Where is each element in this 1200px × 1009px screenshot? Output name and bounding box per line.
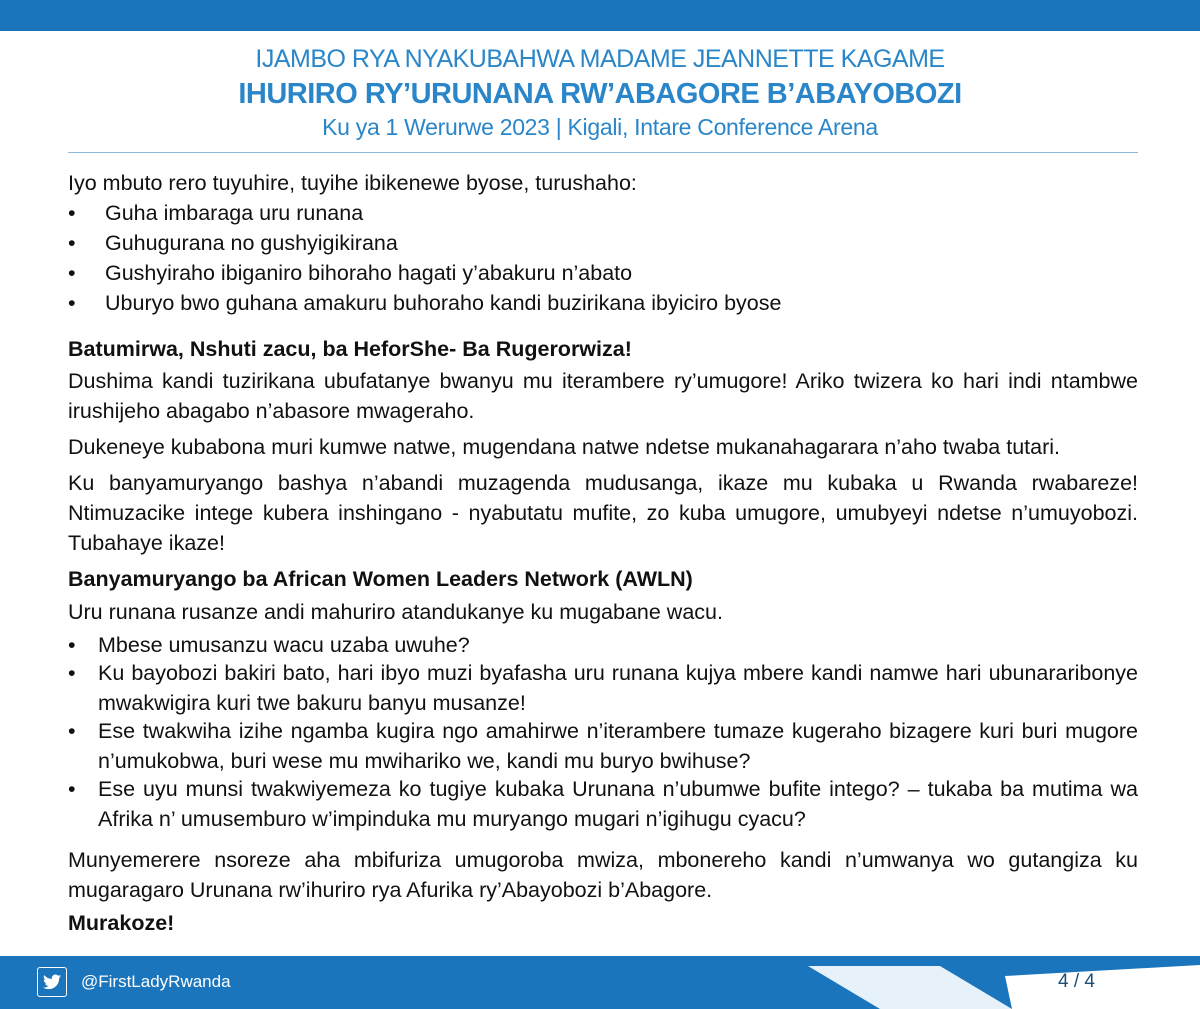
bullet-icon: • xyxy=(68,201,76,225)
intro-paragraph: Iyo mbuto rero tuyuhire, tuyihe ibikenewe byose, turushaho: xyxy=(68,171,637,195)
paragraph: Dukeneye kubabona muri kumwe natwe, mugendana natwe ndetse mukanahagarara n’aho twaba tutari. xyxy=(68,435,1061,459)
list-item-text: Mbese umusanzu wacu uzaba uwuhe? xyxy=(98,633,470,657)
list-item-text: Uburyo bwo guhana amakuru buhoraho kandi buzirikana ibyiciro byose xyxy=(105,291,782,315)
top-banner xyxy=(0,0,1200,31)
bullet-icon: • xyxy=(68,777,76,801)
bullet-icon: • xyxy=(68,291,76,315)
section-heading: Batumirwa, Nshuti zacu, ba HeforShe- Ba Rugerorwiza! xyxy=(68,337,632,361)
event-date-location: Ku ya 1 Werurwe 2023 | Kigali, Intare Conference Arena xyxy=(322,114,878,140)
bullet-icon: • xyxy=(68,719,76,743)
speech-body xyxy=(68,168,1138,938)
footer-bar xyxy=(0,956,1200,1009)
document-header xyxy=(0,44,1200,141)
closing-thanks: Murakoze! xyxy=(68,911,175,935)
list-item-text: Ese twakwiha izihe ngamba kugira ngo amahirwe n’iterambere tumaze kugeraho bizagere kuri buri mugore n’umukobwa, buri wese mu mwihariko we, kandi mu buryo bwihuse? xyxy=(98,719,1138,773)
list-item-text: Gushyiraho ibiganiro bihoraho hagati y’abakuru n’abato xyxy=(105,261,633,285)
list-item xyxy=(68,630,1138,660)
list-item xyxy=(68,198,1138,228)
list-item-text: Guha imbaraga uru runana xyxy=(105,201,364,225)
bullet-icon: • xyxy=(68,261,76,285)
twitter-handle[interactable]: @FirstLadyRwanda xyxy=(81,972,231,991)
section-heading: Banyamuryango ba African Women Leaders Network (AWLN) xyxy=(68,567,693,591)
bullet-icon: • xyxy=(68,633,76,657)
paragraph: Uru runana rusanze andi mahuriro atandukanye ku mugabane wacu. xyxy=(68,600,723,624)
list-item-text: Ku bayobozi bakiri bato, hari ibyo muzi byafasha uru runana kujya mbere kandi namwe hari ubunararibonye mwakwigira kuri twe bakuru banyu musanze! xyxy=(98,661,1138,715)
bullet-icon: • xyxy=(68,231,76,255)
bullet-icon: • xyxy=(68,661,76,685)
event-title: IHURIRO RY’URUNANA RW’ABAGORE B’ABAYOBOZI xyxy=(238,78,962,110)
list-item xyxy=(68,288,1138,318)
list-item xyxy=(68,228,1138,258)
closing-paragraph: Munyemerere nsoreze aha mbifuriza umugoroba mwiza, mbonereho kandi n’umwanya wo gutangiza ku mugaragaro Urunana rw’ihuriro rya Afurika ry’Abayobozi b’Abagore. xyxy=(68,848,1138,902)
goals-list xyxy=(68,198,1138,318)
list-item-text: Guhugurana no gushyigikirana xyxy=(105,231,398,255)
twitter-icon[interactable] xyxy=(37,967,67,997)
paragraph: Ku banyamuryango bashya n’abandi muzagenda mudusanga, ikaze mu kubaka u Rwanda rwabareze! Ntimuzacike intege kubera inshingano - nyabutatu mufite, zo kuba umugore, umubyeyi ndetse n’umuyobozi. Tubahaye ikaze! xyxy=(68,471,1138,555)
speech-title: IJAMBO RYA NYAKUBAHWA MADAME JEANNETTE KAGAME xyxy=(255,45,945,73)
paragraph: Dushima kandi tuzirikana ubufatanye bwanyu mu iterambere ry’umugore! Ariko twizera ko hari indi ntambwe irushijeho abagabo n’abasore mwageraho. xyxy=(68,369,1138,423)
questions-list xyxy=(68,630,1138,834)
page-number: 4 / 4 xyxy=(1058,971,1095,992)
list-item xyxy=(68,658,1138,718)
list-item xyxy=(68,258,1138,288)
list-item xyxy=(68,716,1138,776)
list-item xyxy=(68,774,1138,834)
header-divider xyxy=(68,152,1138,153)
list-item-text: Ese uyu munsi twakwiyemeza ko tugiye kubaka Urunana n’ubumwe bufite intego? – tukaba ba mutima wa Afrika n’ umusemburo w’impinduka mu muryango mugari n’igihugu cyacu? xyxy=(98,777,1138,831)
